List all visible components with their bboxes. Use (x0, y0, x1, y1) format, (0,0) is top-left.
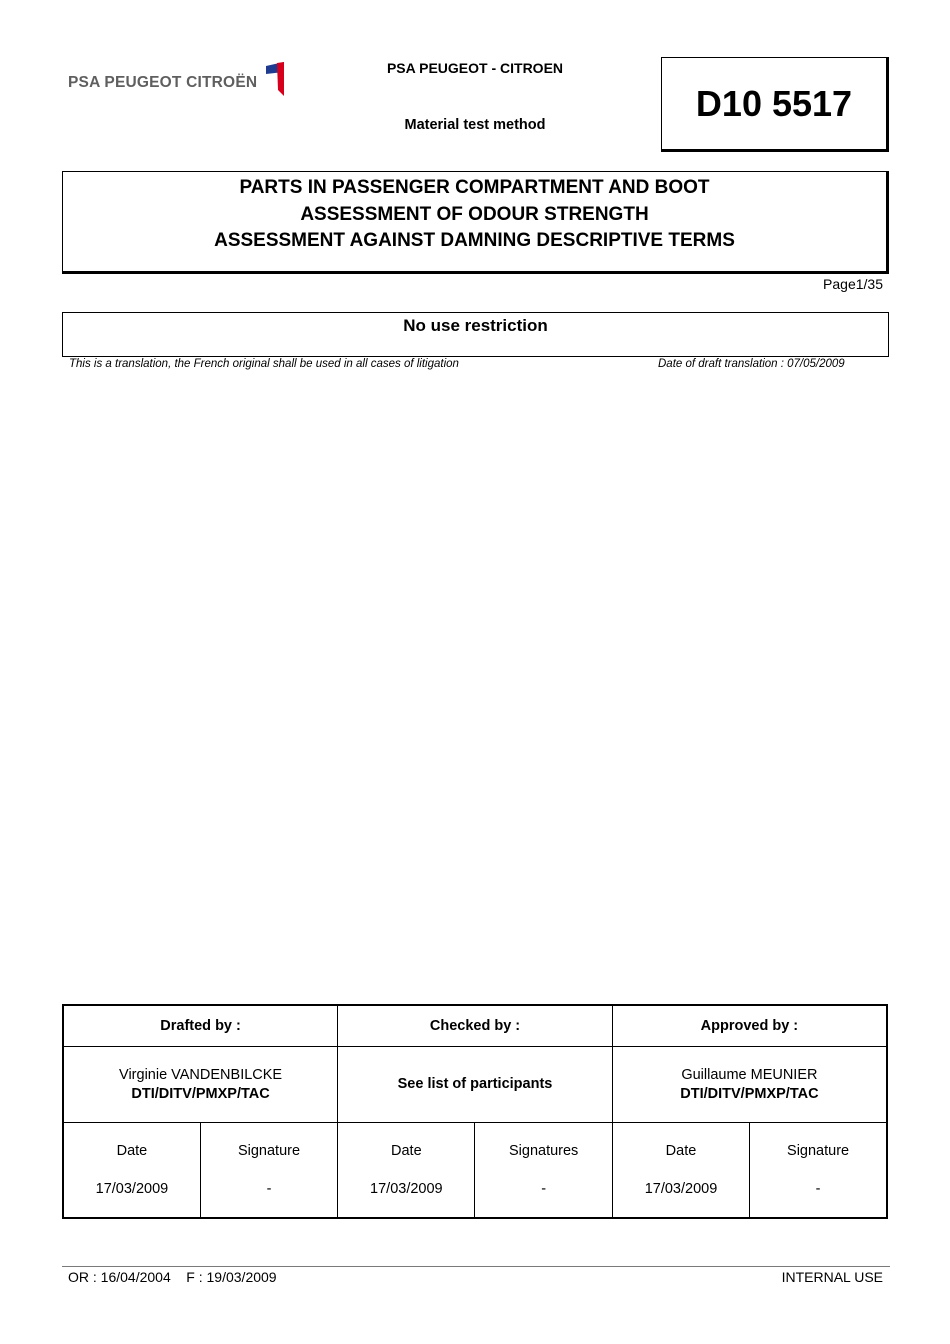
drafted-by-name: Virginie VANDENBILCKE (119, 1066, 283, 1083)
checked-signature-label: Signatures (508, 1143, 579, 1159)
drafted-date-cell (63, 1123, 200, 1219)
approved-date-label: Date (665, 1143, 697, 1159)
checked-date-value: 17/03/2009 (370, 1181, 443, 1197)
approved-date-value: 17/03/2009 (644, 1181, 718, 1197)
approved-signature-cell (750, 1123, 887, 1219)
restriction-box (62, 312, 889, 357)
checked-signature-value: - (541, 1181, 547, 1197)
approved-by-cell (612, 1047, 887, 1123)
approved-by-name: Guillaume MEUNIER (681, 1066, 818, 1083)
approved-signature-value: - (815, 1181, 821, 1197)
approved-by-dept: DTI/DITV/PMXP/TAC (680, 1085, 819, 1102)
approved-by-header: Approved by : (612, 1005, 887, 1047)
approved-signature-label: Signature (787, 1143, 850, 1159)
checked-date-label: Date (391, 1143, 422, 1159)
drafted-by-header: Drafted by : (63, 1005, 338, 1047)
approved-date-cell (612, 1123, 749, 1219)
page-number: Page1/35 (823, 276, 883, 292)
restriction-text: No use restriction (403, 316, 548, 335)
title-box (62, 171, 889, 274)
document-type: Material test method (404, 117, 546, 133)
drafted-date-value: 17/03/2009 (95, 1181, 169, 1197)
document-number-box (661, 57, 889, 152)
logo-flag-icon (264, 60, 286, 98)
signature-names-row (63, 1047, 887, 1123)
checked-by-header: Checked by : (338, 1005, 613, 1047)
checked-by-cell: See list of participants (338, 1047, 613, 1123)
drafted-by-cell (63, 1047, 338, 1123)
logo-text: PSA PEUGEOT CITROËN (68, 74, 258, 91)
drafted-by-dept: DTI/DITV/PMXP/TAC (131, 1085, 270, 1102)
title-line-3: ASSESSMENT AGAINST DAMNING DESCRIPTIVE TERMS (214, 230, 735, 251)
drafted-signature-value: - (266, 1181, 272, 1197)
title-line-1: PARTS IN PASSENGER COMPARTMENT AND BOOT (239, 177, 710, 198)
footer-divider (62, 1266, 890, 1267)
signature-dates-row (63, 1123, 887, 1219)
title-line-2: ASSESSMENT OF ODOUR STRENGTH (300, 203, 649, 225)
document-number: D10 5517 (695, 82, 853, 124)
company-logo (68, 60, 284, 100)
footer-dates: OR : 16/04/2004 F : 19/03/2009 (68, 1269, 277, 1285)
signature-table (62, 1004, 888, 1219)
drafted-signature-label: Signature (237, 1143, 301, 1159)
draft-translation-date: Date of draft translation : 07/05/2009 (658, 358, 845, 370)
signature-header-row (63, 1005, 887, 1047)
drafted-signature-cell (200, 1123, 337, 1219)
company-name: PSA PEUGEOT - CITROEN (386, 60, 564, 76)
checked-signature-cell (475, 1123, 612, 1219)
checked-date-cell (338, 1123, 475, 1219)
translation-note: This is a translation, the French original shall be used in all cases of litigation (69, 358, 459, 370)
drafted-date-label: Date (116, 1143, 148, 1159)
footer-classification: INTERNAL USE (781, 1269, 883, 1285)
